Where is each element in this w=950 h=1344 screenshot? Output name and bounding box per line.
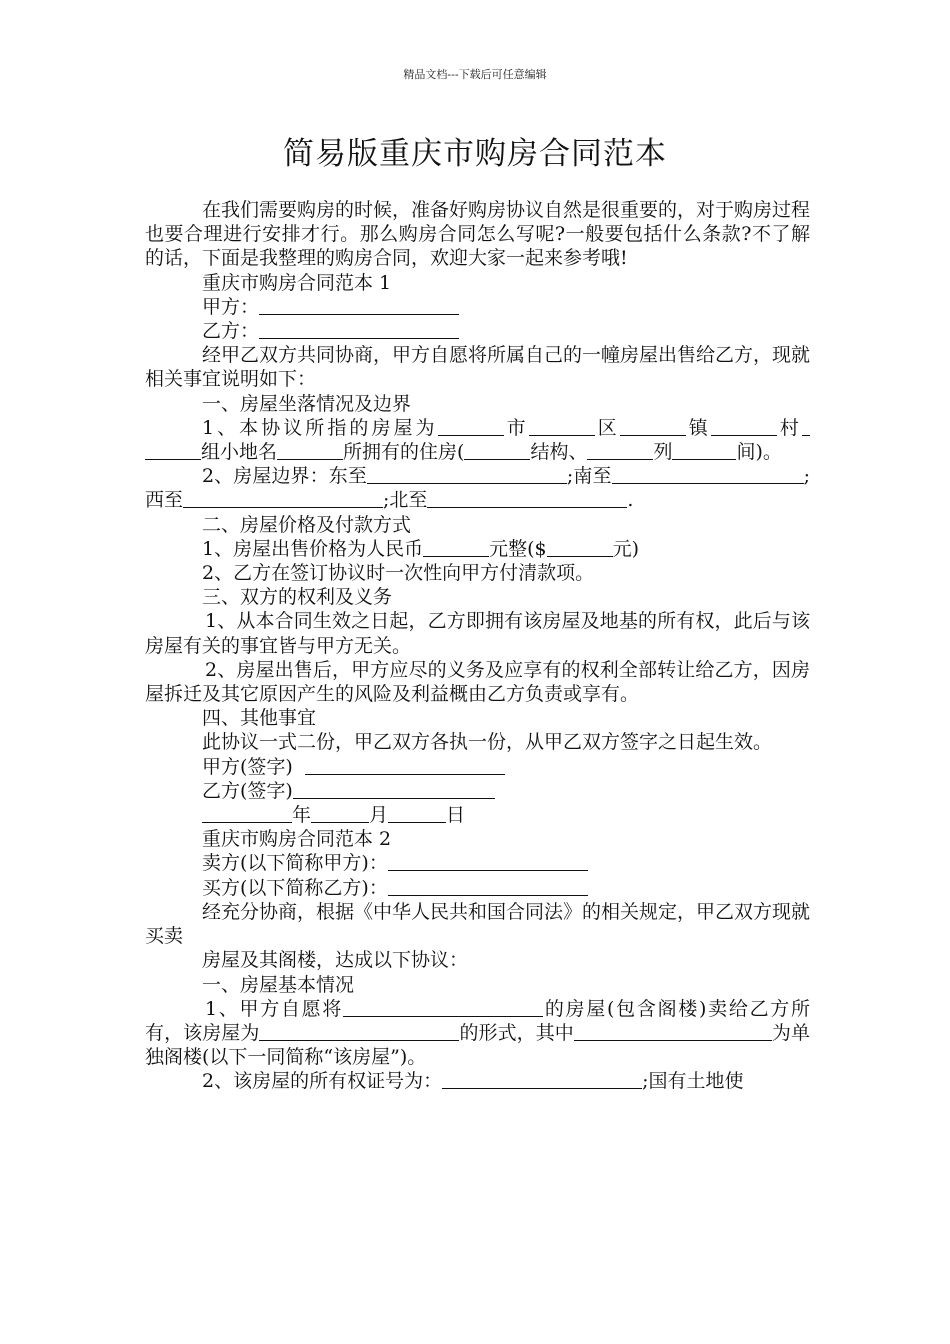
buyer-line: 买方(以下简称乙方)： <box>145 876 810 900</box>
buyer-blank <box>388 878 588 896</box>
party-a-label: 甲方： <box>202 295 260 318</box>
document-body <box>145 198 810 1094</box>
section4-heading: 四、其他事宜 <box>202 707 317 730</box>
section3-heading: 三、双方的权利及义务 <box>202 586 393 609</box>
clause-4-1: 此协议一式二份，甲乙双方各执一份，从甲乙双方签字之日起生效。 <box>202 731 773 754</box>
page-header: 精品文档---下载后可任意编辑 <box>403 68 547 81</box>
sign-b-line: 乙方(签字) <box>145 779 810 803</box>
intro-paragraph: 在我们需要购房的时候，准备好购房协议自然是很重要的，对于购房过程也要合理进行安排才行。那么购房合同怎么写呢?一般要包括什么条款?不了解的话，下面是我整理的购房合同，欢迎大家一起来参考哦! <box>145 199 811 270</box>
clause-3-1: 1、从本合同生效之日起，乙方即拥有该房屋及地基的所有权，此后与该房屋有关的事宜皆与甲方无关。 <box>145 610 810 657</box>
party-a-line <box>145 295 810 319</box>
seller-line: 卖方(以下简称甲方)： <box>145 851 810 875</box>
section1-heading: 一、房屋坐落情况及边界 <box>202 392 412 415</box>
c2-preamble-1: 经充分协商，根据《中华人民共和国合同法》的相关规定，甲乙双方现就买卖 <box>145 900 811 948</box>
party-b-blank <box>259 321 459 339</box>
c2-section1-heading: 一、房屋基本情况 <box>202 973 355 996</box>
clause-2-1: 1、房屋出售价格为人民币 元整($ 元) <box>202 537 640 560</box>
party-b-line <box>145 319 810 343</box>
party-a-blank <box>259 297 459 315</box>
contract2-heading: 重庆市购房合同范本 2 <box>202 828 392 851</box>
clause-1-2: 2、房屋边界：东至 ;南至 ;西至 ;北至 . <box>145 465 811 512</box>
party-b-label: 乙方： <box>202 320 260 343</box>
sign-b-blank <box>293 781 495 799</box>
section2-heading: 二、房屋价格及付款方式 <box>202 513 412 536</box>
c2-clause-1-1: 1、甲方自愿将 的房屋(包含阁楼)卖给乙方所有，该房屋为 的形式，其中 为单独阁楼(以下一同简称“该房屋”)。 <box>145 997 811 1069</box>
sign-a-line: 甲方(签字) <box>145 755 810 779</box>
document-title: 简易版重庆市购房合同范本 <box>283 136 667 172</box>
contract1-heading: 重庆市购房合同范本 1 <box>202 271 392 294</box>
c2-preamble-2: 房屋及其阁楼，达成以下协议： <box>202 949 469 972</box>
seller-blank <box>388 853 588 871</box>
clause-2-2: 2、乙方在签订协议时一次性向甲方付清款项。 <box>202 562 595 585</box>
sign-a-blank <box>305 757 505 775</box>
preamble: 经甲乙双方共同协商，甲方自愿将所属自己的一幢房屋出售给乙方，现就相关事宜说明如下： <box>145 344 811 391</box>
clause-3-2: 2、房屋出售后，甲方应尽的义务及应享有的权利全部转让给乙方，因房屋拆迁及其它原因产生的风险及利益概由乙方负责或享有。 <box>145 658 810 706</box>
clause-1-1: 1、本协议所指的房屋为 市 区 镇 村 组小地名 所拥有的住房( 结构、 列 间)。 <box>145 416 810 464</box>
c2-clause-1-2: 2、该房屋的所有权证号为： ;国有土地使 <box>202 1070 744 1093</box>
date-line: 年 月 日 <box>145 803 810 827</box>
